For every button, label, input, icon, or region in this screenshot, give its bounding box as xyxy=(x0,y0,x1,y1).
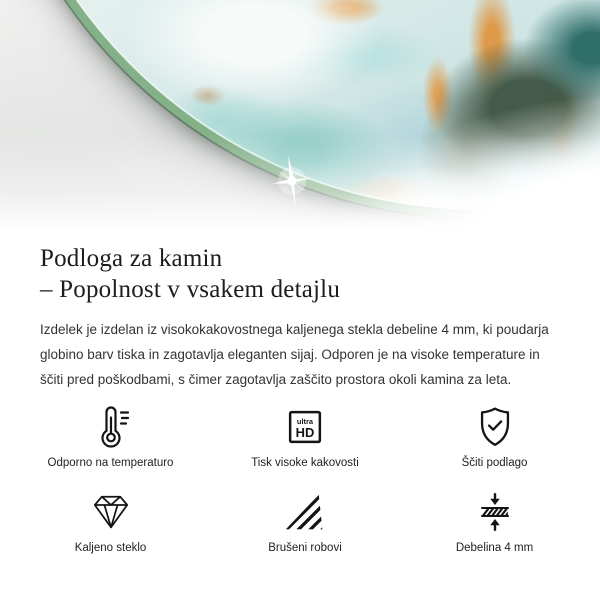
page-title-line1: Podloga za kamin xyxy=(40,245,223,272)
beveled-edge-icon xyxy=(283,487,327,537)
feature-thickness xyxy=(389,487,600,554)
feature-label: Brušeni robovi xyxy=(268,542,342,554)
product-description: Izdelek je izdelan iz visokokakovostnega kaljenega stekla debeline 4 mm, ki poudarja globino barv tiska in zagotavlja eleganten sijaj. Odporen je na visoke temperature in ščiti pred poškodbami, s čimer zagotavlja zaščito prostora okoli kamina za leta. xyxy=(40,322,549,387)
feature-label: Debelina 4 mm xyxy=(455,542,534,554)
feature-tempered-glass xyxy=(0,487,221,554)
feature-label: Kaljeno steklo xyxy=(74,542,147,554)
feature-beveled-edges xyxy=(221,487,389,554)
ultra-text: ultra xyxy=(296,417,314,427)
page-title-line2: – Popolnost v vsakem detajlu xyxy=(40,276,341,303)
feature-grid xyxy=(0,402,600,554)
hd-text: HD xyxy=(295,425,315,441)
feature-label: Ščiti podlago xyxy=(461,457,528,469)
feature-label: Odporno na temperaturo xyxy=(47,457,174,469)
product-photo xyxy=(0,0,600,233)
shield-check-icon xyxy=(472,402,518,452)
page-title xyxy=(40,243,560,305)
thickness-icon xyxy=(473,487,517,537)
feature-label: Tisk visoke kakovosti xyxy=(251,457,359,469)
thermometer-icon xyxy=(87,402,135,452)
sparkle-glint-icon xyxy=(264,153,320,209)
diamond-icon xyxy=(90,487,132,537)
feature-temperature xyxy=(0,402,221,469)
feature-protection xyxy=(389,402,600,469)
ultra-hd-icon xyxy=(282,402,328,452)
feature-print-quality xyxy=(221,402,389,469)
